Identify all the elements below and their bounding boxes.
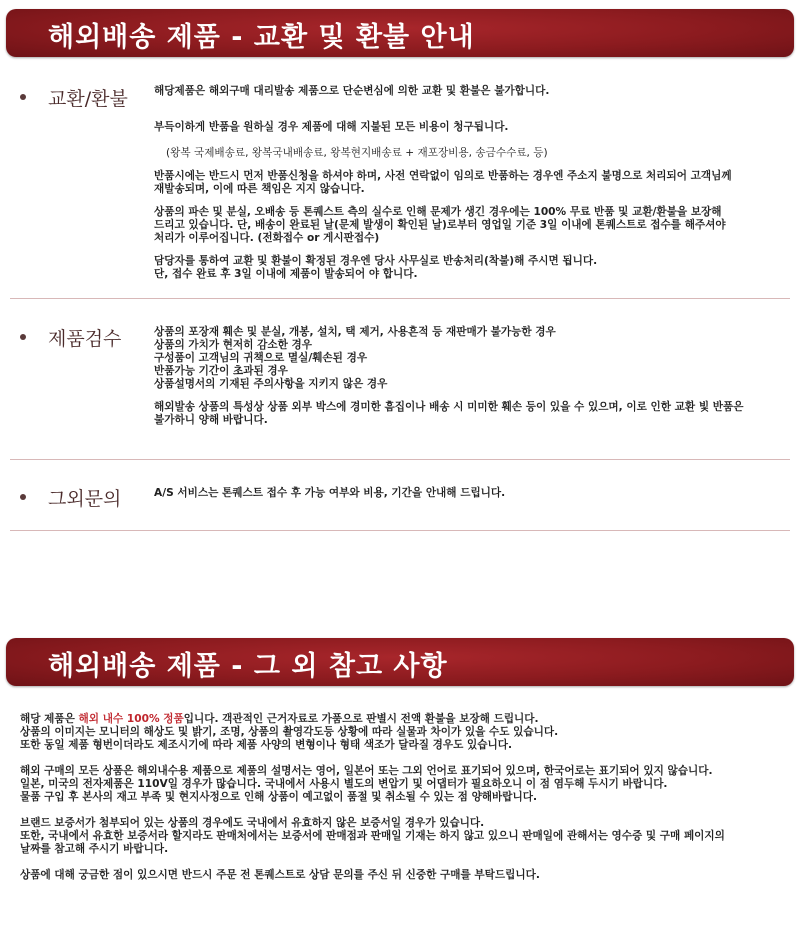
paragraph-subtext: (왕복 국제배송료, 왕복국내배송료, 왕복현지배송료 + 재포장비용, 송금수수료, 등)	[166, 147, 548, 159]
list-item: 상품설명서의 기재된 주의사항을 지키지 않은 경우	[154, 378, 388, 390]
bullet-icon	[20, 494, 26, 500]
paragraph-text: 부득이하게 반품을 원하실 경우 제품에 대해 지불된 모든 비용이 청구됩니다.	[154, 121, 509, 133]
banner-title: 해외배송 제품 - 교환 및 환불 안내	[48, 22, 475, 53]
section-title: 제품검수	[48, 328, 122, 350]
paragraph	[20, 713, 790, 752]
paragraph: 해외발송 상품의 특성상 상품 외부 박스에 경미한 흠집이나 배송 시 미미한 훼손 등이 있을 수 있으며, 이로 인한 교환 빛 반품은 불가하니 양해 바랍니다.	[154, 401, 744, 426]
divider	[10, 298, 790, 299]
list-item: 상품의 포장재 훼손 및 분실, 개봉, 설치, 택 제거, 사용흔적 등 재판매가 불가능한 경우	[154, 326, 556, 338]
paragraph: 상품의 파손 및 분실, 오배송 등 톤퀘스트 측의 실수로 인해 문제가 생긴 경우에는 100% 무료 반품 및 교환/환불을 보장해 드리고 있습니다. 단, 배송이 완료된 날(문제 발생이 확인된 날)로부터 영업일 기준 3일 이내에 톤퀘스트로 접수를 해주셔야 처리가 이루어집니다. (전화접수 or 게시판접수)	[154, 206, 726, 244]
bullet-icon	[20, 94, 26, 100]
divider	[10, 459, 790, 460]
section-title: 교환/환불	[48, 88, 128, 110]
divider	[10, 530, 790, 531]
paragraph: 반품시에는 반드시 먼저 반품신청을 하셔야 하며, 사전 연락없이 임의로 반품하는 경우엔 주소지 불명으로 처리되어 고객님께 재발송되며, 이에 따른 책임은 지지 않습니다.	[154, 170, 732, 195]
section-content	[154, 487, 794, 510]
header-banner-notes	[6, 638, 794, 686]
paragraph-text: 해당 제품은	[20, 713, 79, 725]
paragraph: 담당자를 통하여 교환 및 환불이 확정된 경우엔 당사 사무실로 반송처리(착불)해 주시면 됩니다. 단, 접수 완료 후 3일 이내에 제품이 발송되어 야 합니다.	[154, 255, 598, 280]
section-content	[154, 326, 794, 437]
section-content	[154, 85, 794, 291]
paragraph: A/S 서비스는 톤퀘스트 접수 후 가능 여부와 비용, 기간을 안내해 드립니다.	[154, 487, 506, 499]
banner-title: 해외배송 제품 - 그 외 참고 사항	[48, 651, 448, 682]
list-item: 구성품이 고객님의 귀책으로 멸실/훼손된 경우	[154, 352, 368, 364]
bullet-icon	[20, 334, 26, 340]
header-banner-exchange	[6, 9, 794, 57]
paragraph-text: 입니다. 객관적인 근거자료로 가품으로 판별시 전액 환불을 보장해 드립니다. 상품의 이미지는 모니터의 해상도 및 밝기, 조명, 상품의 촬영각도등 상황에 따라 실물과 차이가 있을 수도 있습니다. 또한 동일 제품 형번이더라도 제조시기에 따라 제품 사양의 변형이나 형태 색조가 달라질 경우도 있습니다.	[20, 713, 559, 751]
paragraph: 상품에 대해 궁금한 점이 있으시면 반드시 주문 전 톤퀘스트로 상담 문의를 주신 뒤 신중한 구매를 부탁드립니다.	[20, 869, 540, 881]
notes-content	[20, 713, 790, 895]
list-item: 반품가능 기간이 초과된 경우	[154, 365, 288, 377]
paragraph: 해외 구매의 모든 상품은 해외내수용 제품으로 제품의 설명서는 영어, 일본어 또는 그외 언어로 표기되어 있으며, 한국어로는 표기되어 있지 않습니다. 일본, 미국의 전자제품은 110V일 경우가 많습니다. 국내에서 사용시 별도의 변압기 및 어댑터가 필요하오니 이 점 염두해 두시기 바랍니다. 물품 구입 후 본사의 재고 부족 및 현지사정으로 인해 상품이 예고없이 품절 및 취소될 수 있는 점 양해바랍니다.	[20, 765, 713, 803]
paragraph	[154, 108, 794, 160]
highlight-text: 해외 내수 100% 정품	[78, 713, 184, 725]
inspection-list	[154, 326, 794, 391]
list-item: 상품의 가치가 현저히 감소한 경우	[154, 339, 313, 351]
paragraph: 브랜드 보증서가 첨부되어 있는 상품의 경우에도 국내에서 유효하지 않은 보증서일 경우가 있습니다. 또한, 국내에서 유효한 보증서라 할지라도 판매처에서는 보증서에 판매점과 판매일 기재는 하지 않고 있으니 판매일에 관해서는 영수증 및 구매 페이지의 날짜를 참고해 주시기 바랍니다.	[20, 817, 725, 855]
section-title: 그외문의	[48, 488, 122, 510]
paragraph: 해당제품은 해외구매 대리발송 제품으로 단순변심에 의한 교환 및 환불은 불가합니다.	[154, 85, 550, 97]
